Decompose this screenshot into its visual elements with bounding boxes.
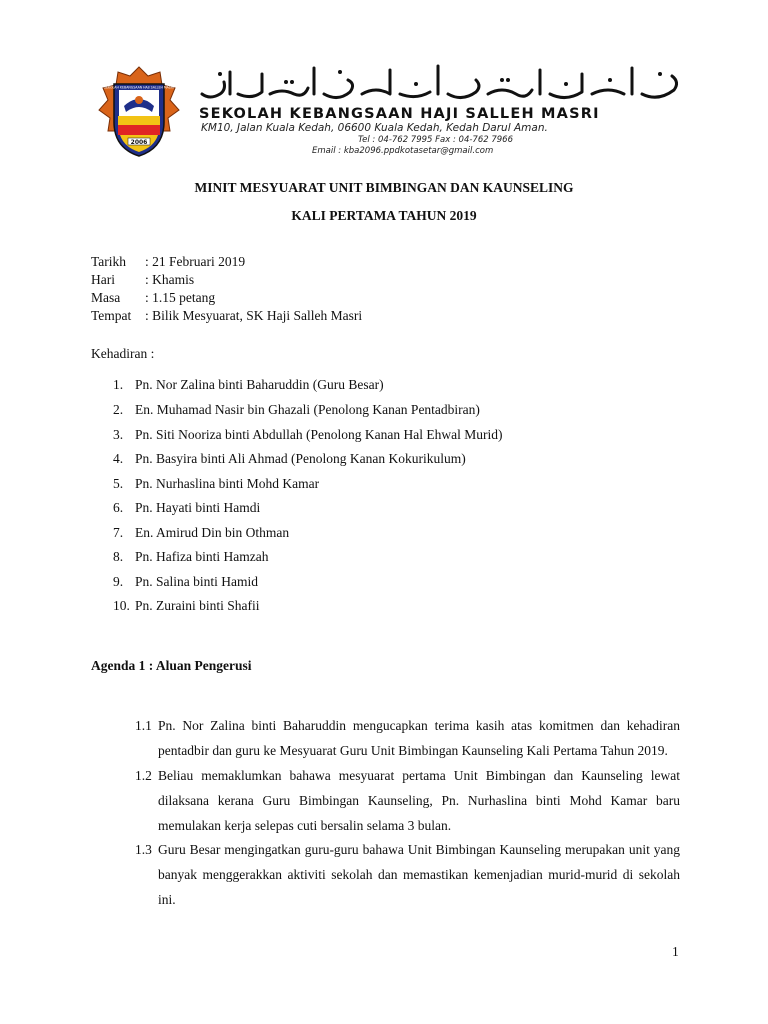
meta-date [91,254,245,270]
logo-year: 2006 [130,139,148,146]
list-number: 3. [113,427,124,442]
school-telephone: Tel : 04-762 7995 Fax : 04-762 7966 [358,135,513,145]
list-number: 2. [113,402,124,417]
list-number: 10. [113,598,130,613]
list-item [113,476,319,492]
school-crest-icon [96,64,182,160]
attendee-name: Pn. Zuraini binti Shafii [135,598,260,613]
list-item [113,574,258,590]
attendance-heading: Kehadiran : [91,346,155,361]
agenda-item [135,713,680,763]
document-subtitle: KALI PERTAMA TAHUN 2019 [291,208,477,223]
list-item [113,402,480,418]
agenda-item-number: 1.3 [135,842,152,857]
list-number: 4. [113,451,124,466]
agenda-item [135,763,680,838]
agenda-item-number: 1.1 [135,718,152,733]
meta-place [91,308,362,324]
agenda-item-text: Beliau memaklumkan bahawa mesyuarat pertama Unit Bimbingan dan Kaunseling lewat dilaksana kerana Guru Bimbingan Kaunseling, Pn. Nurhaslina binti Mohd Kamar baru memulakan kerja selepas cuti bersalin selama 3 bulan. [158,768,680,833]
meta-label: Hari [91,272,115,287]
list-item [113,598,260,614]
attendee-name: Pn. Nor Zalina binti Baharuddin (Guru Besar) [135,377,384,392]
list-number: 9. [113,574,124,589]
agenda-item-text: Guru Besar mengingatkan guru-guru bahawa Unit Bimbingan Kaunseling merupakan unit yang banyak menggerakkan aktiviti sekolah dan memastikan kemenjadian murid-murid di sekolah ini. [158,842,680,907]
list-number: 7. [113,525,124,540]
school-name: SEKOLAH KEBANGSAAN HAJI SALLEH MASRI [199,106,600,122]
meta-time [91,290,215,306]
list-number: 1. [113,377,124,392]
logo-caption: SEKOLAH KEBANGSAAN HAJI SALLEH MASRI [104,85,174,90]
school-address: KM10, Jalan Kuala Kedah, 06600 Kuala Kedah, Kedah Darul Aman. [201,122,548,134]
list-item [113,525,289,541]
school-email: Email : kba2096.ppdkotasetar@gmail.com [312,146,494,156]
attendee-name: Pn. Basyira binti Ali Ahmad (Penolong Kanan Kokurikulum) [135,451,466,466]
document-title: MINIT MESYUARAT UNIT BIMBINGAN DAN KAUNSELING [194,180,574,195]
meta-label: Tarikh [91,254,127,269]
meta-value: : Khamis [145,272,195,287]
list-item [113,500,260,516]
attendee-name: Pn. Hayati binti Hamdi [135,500,261,515]
attendee-name: Pn. Hafiza binti Hamzah [135,549,269,564]
meta-label: Masa [91,290,121,305]
attendee-name: Pn. Siti Nooriza binti Abdullah (Penolong Kanan Hal Ehwal Murid) [135,427,503,442]
list-number: 6. [113,500,124,515]
list-item [113,451,466,467]
meta-value: : Bilik Mesyuarat, SK Haji Salleh Masri [145,308,363,323]
attendee-name: Pn. Salina binti Hamid [135,574,258,589]
list-item [113,549,268,565]
meta-value: : 1.15 petang [145,290,216,305]
meta-label: Tempat [91,308,132,323]
meta-value: : 21 Februari 2019 [145,254,246,269]
attendee-name: En. Amirud Din bin Othman [135,525,290,540]
list-number: 5. [113,476,124,491]
agenda-item-text: Pn. Nor Zalina binti Baharuddin mengucapkan terima kasih atas komitmen dan kehadiran pentadbir dan guru ke Mesyuarat Guru Unit Bimbingan Kaunseling Kali Pertama Tahun 2019. [158,718,680,758]
page-number: 1 [672,944,679,959]
agenda-heading: Agenda 1 : Aluan Pengerusi [91,658,252,673]
meta-day [91,272,194,288]
attendee-name: Pn. Nurhaslina binti Mohd Kamar [135,476,320,491]
list-item [113,377,384,393]
agenda-item-number: 1.2 [135,768,152,783]
agenda-item [135,837,680,912]
list-number: 8. [113,549,124,564]
list-item [113,427,502,443]
jawi-calligraphy-school-name [190,60,690,106]
attendee-name: En. Muhamad Nasir bin Ghazali (Penolong Kanan Pentadbiran) [135,402,480,417]
